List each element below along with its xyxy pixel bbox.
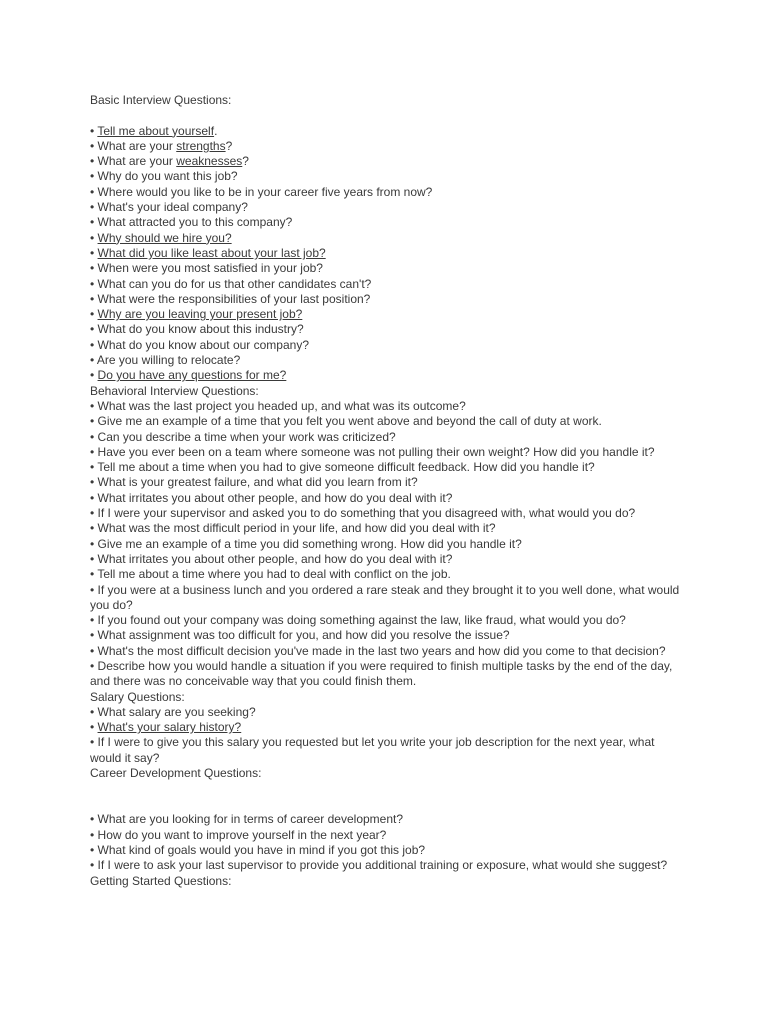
link-what-did-you-like-least[interactable]: What did you like least about your last job?: [97, 245, 326, 260]
list-item: • Tell me about yourself.: [90, 123, 218, 138]
link-why-are-you-leaving[interactable]: Why are you leaving your present job?: [97, 307, 303, 322]
list-item: • What can you do for us that other candidates can't?: [90, 276, 372, 291]
list-item: • What was the most difficult period in your life, and how did you deal with it?: [90, 521, 496, 536]
list-item: • Describe how you would handle a situation if you were required to finish multiple tasks by the end of the day, and there was no conceivable way that you could finish them.: [90, 658, 673, 689]
list-item: • How do you want to improve yourself in the next year?: [90, 827, 387, 842]
list-item: • What assignment was too difficult for you, and how did you resolve the issue?: [90, 628, 510, 643]
list-item: • What did you like least about your last job?: [90, 245, 326, 260]
list-item: • What irritates you about other people, and how do you deal with it?: [90, 490, 453, 505]
list-item: • What's the most difficult decision you've made in the last two years and how did you come to that decision?: [90, 643, 666, 658]
list-item: • If I were to give you this salary you requested but let you write your job description for the next year, what would it say?: [90, 735, 655, 765]
list-item: • Why do you want this job?: [90, 169, 238, 184]
list-item: • Tell me about a time where you had to deal with conflict on the job.: [90, 567, 451, 582]
list-item: • Where would you like to be in your career five years from now?: [90, 184, 433, 199]
list-item: • If you were at a business lunch and you ordered a rare steak and they brought it to you well done, what would you do?: [90, 582, 680, 612]
list-item: • Have you ever been on a team where someone was not pulling their own weight? How did you handle it?: [90, 444, 655, 459]
list-item: • What was the last project you headed up, and what was its outcome?: [90, 398, 466, 413]
list-item: • Are you willing to relocate?: [90, 353, 241, 368]
list-item: • What salary are you seeking?: [90, 704, 256, 719]
section-heading-getting-started: Getting Started Questions:: [90, 873, 232, 888]
section-heading-career: Career Development Questions:: [90, 766, 262, 781]
list-item: • What is your greatest failure, and what did you learn from it?: [90, 475, 418, 490]
list-item: • What attracted you to this company?: [90, 215, 293, 230]
section-heading-behavioral: Behavioral Interview Questions:: [90, 383, 259, 398]
list-item: • What are your strengths?: [90, 138, 233, 153]
section-heading-basic: Basic Interview Questions:: [90, 93, 232, 107]
list-item: • What's your ideal company?: [90, 200, 248, 215]
list-item: • Give me an example of a time that you felt you went above and beyond the call of duty at work.: [90, 414, 602, 429]
list-item: • What are your weaknesses?: [90, 154, 249, 169]
blank-line: [90, 781, 680, 812]
section-heading-salary: Salary Questions:: [90, 689, 185, 704]
list-item: • Tell me about a time when you had to give someone difficult feedback. How did you handle it?: [90, 460, 595, 475]
link-tell-me-about-yourself[interactable]: Tell me about yourself: [97, 123, 215, 138]
document-content: [90, 93, 680, 889]
list-item: • If I were to ask your last supervisor to provide you additional training or exposure, what would she suggest?: [90, 858, 668, 873]
list-item: • What do you know about this industry?: [90, 322, 304, 337]
link-do-you-have-any-questions[interactable]: Do you have any questions for me?: [97, 368, 287, 383]
list-item: • What are you looking for in terms of career development?: [90, 812, 404, 827]
list-item: • What irritates you about other people, and how do you deal with it?: [90, 551, 453, 566]
link-salary-history[interactable]: What's your salary history?: [97, 720, 242, 735]
link-weaknesses[interactable]: weaknesses: [176, 154, 243, 169]
list-item: • If you found out your company was doing something against the law, like fraud, what would you do?: [90, 613, 626, 628]
list-item: • Why are you leaving your present job?: [90, 307, 303, 322]
list-item: • What's your salary history?: [90, 720, 242, 735]
list-item: • Why should we hire you?: [90, 230, 232, 245]
list-item: • What kind of goals would you have in mind if you got this job?: [90, 842, 426, 857]
list-item: • When were you most satisfied in your job?: [90, 261, 323, 276]
list-item: • Can you describe a time when your work was criticized?: [90, 429, 396, 444]
blank-line: [90, 108, 680, 123]
list-item: • Do you have any questions for me?: [90, 368, 287, 383]
link-why-should-we-hire-you[interactable]: Why should we hire you?: [97, 230, 232, 245]
list-item: • If I were your supervisor and asked you to do something that you disagreed with, what would you do?: [90, 506, 636, 521]
list-item: • Give me an example of a time you did something wrong. How did you handle it?: [90, 536, 522, 551]
list-item: • What do you know about our company?: [90, 337, 309, 352]
list-item: • What were the responsibilities of your last position?: [90, 291, 371, 306]
link-strengths[interactable]: strengths: [176, 138, 226, 153]
